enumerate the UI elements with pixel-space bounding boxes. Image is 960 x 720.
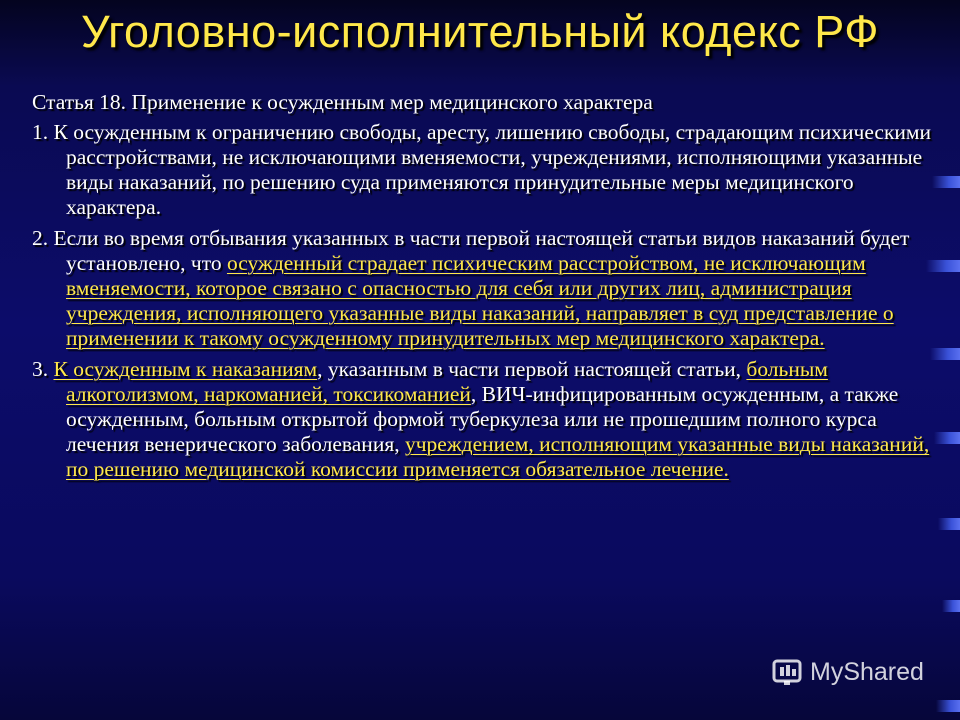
article-heading: Статья 18. Применение к осужденным мер медицинского характера [32,90,653,114]
paragraph-3-number: 3. [32,357,54,381]
paragraph-2 [32,226,937,351]
watermark-text: MyShared [810,657,924,686]
myshared-logo-icon [770,655,804,689]
slide-content [32,90,937,488]
stripe [934,432,960,444]
paragraph-2-text: 2. Если во время отбывания указанных в части первой настоящей статьи видов наказаний будет установлено, что [32,226,910,275]
slide-title: Уголовно-исполнительный кодекс РФ [81,6,879,57]
paragraph-3-link-convicts[interactable]: К осужденным к наказаниям [53,357,318,381]
paragraph-3 [32,357,937,482]
paragraph-3-link-treatment[interactable]: учреждением, исполняющим указанные виды наказаний, по решению медицинской комиссии применяется обязательное лечение. [66,432,930,481]
stripe [938,518,960,530]
stripe [936,700,960,712]
paragraph-3-text-2: , ВИЧ-инфицированным осужденным, а также осужденным, больным открытой формой туберкулеза или не прошедшим полного курса лечения венерического заболевания, [66,382,899,456]
paragraph-3-link-diseases[interactable]: больным алкоголизмом, наркоманией, токсикоманией [66,357,828,406]
paragraph-1: 1. К осужденным к ограничению свободы, аресту, лишению свободы, страдающим психическими расстройствами, не исключающими вменяемости, учреждениями, исполняющими указанные виды наказаний, по решению суда применяются принудительные меры медицинского характера. [32,120,932,219]
stripe [942,600,960,612]
paragraph-3-text-1: , указанным в части первой настоящей статьи, [317,357,747,381]
paragraph-2-link[interactable]: осужденный страдает психическим расстройством, не исключающим вменяемости, которое связано с опасностью для себя или других лиц, администрация учреждения, исполняющего указанные виды наказаний, направляет в суд представление о применении к такому осужденному принудительных мер медицинского характера. [66,251,894,350]
myshared-watermark [770,655,924,689]
